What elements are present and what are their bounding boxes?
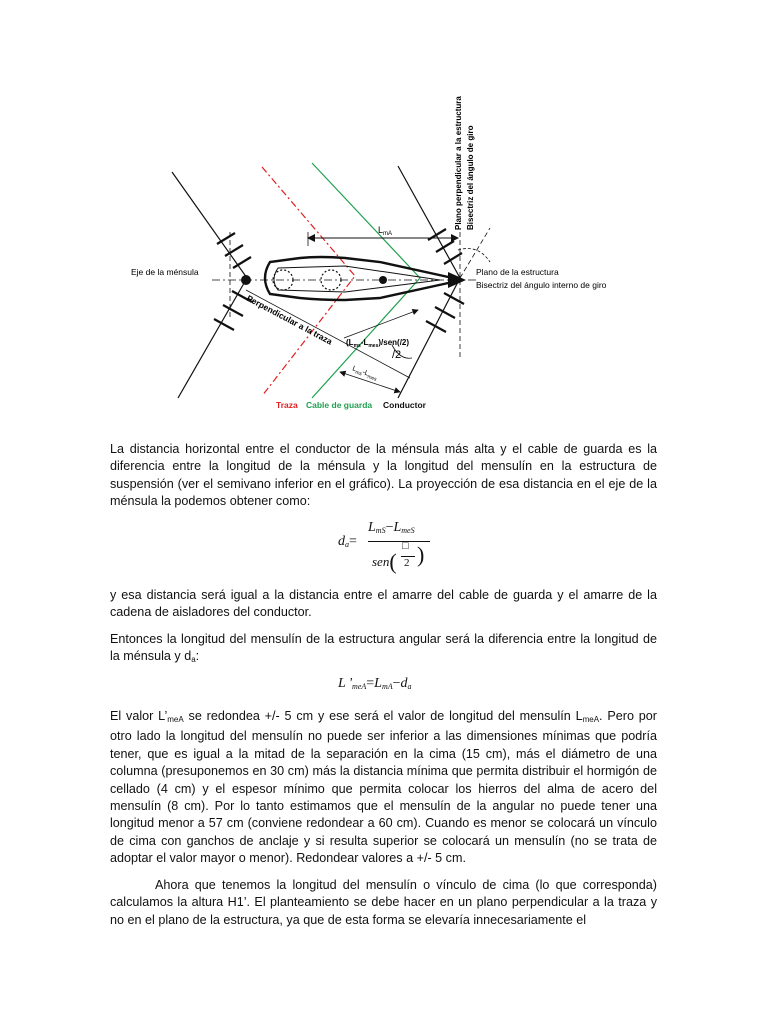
eq1-den-frac-num: □ (402, 540, 409, 552)
angle-label: /2 (392, 349, 402, 361)
hatch-left-lower (214, 291, 252, 330)
bisector-rotation-label: Bisectriz del ángulo de giro (466, 125, 475, 230)
legend-conductor: Conductor (383, 400, 426, 410)
eq1-lhs: $d_a=$ (338, 534, 357, 549)
structure-line-left-upper (172, 172, 247, 278)
equation-lmea: L '$_{meA}=L_{mA}-d_a$ (338, 676, 412, 691)
conductor-point (379, 276, 387, 284)
perpendicular-traza-label: Perpendicular a la traza (245, 292, 335, 347)
paragraph-2: y esa distancia será igual a la distancia entre el amarre del cable de guarda y el amarre de la cadena de aisladores del conductor. (110, 588, 657, 620)
plano-estructura-label: Plano de la estructura (476, 267, 559, 277)
cable-guarda-line (312, 163, 420, 398)
eje-mensula-label: Eje de la ménsula (131, 267, 199, 277)
left-attach-point (241, 275, 251, 285)
eq1-numerator: $L_{mS}-L_{meS}$ (368, 520, 415, 535)
lma-label: $L_{mA}$ (378, 225, 393, 237)
eq1-den-frac-den: 2 (404, 557, 410, 569)
plane-perpendicular-label: Plano perpendicular a la estructura (454, 96, 463, 230)
bisectriz-interno-label: Bisectriz del ángulo interno de giro (476, 280, 607, 290)
legend-cable-guarda: Cable de guarda (306, 400, 373, 410)
hatch-right-upper (428, 229, 462, 264)
legend-traza: Traza (276, 400, 298, 410)
paragraph-1: La distancia horizontal entre el conductor de la ménsula más alta y el cable de guarda es la diferencia entre la longitud de la ménsula y la longitud del mensulín en la estructura de suspensión (ver el semivano inferior en el gráfico). La proyección de esa distancia en el eje de la ménsula la podemos obtener como: (110, 442, 657, 509)
structure-line-left-lower (178, 278, 247, 398)
lms-lmes-label: $L_{ms}-L_{mes}$ (351, 365, 378, 383)
paragraph-3: Entonces la longitud del mensulín de la estructura angular será la diferencia entre la longitud de la ménsula y $d_a$: (110, 632, 657, 665)
paragraph-4: El valor $L’_{meA}$ se redondea +/- 5 cm y ese será el valor de longitud del mensulín $L_{meA}$. Pero por otro lado la longitud del mensulín no puede ser inferior a las dimensiones mínimas que podría tener, que es igual a la mitad de la separación en la cima (15 cm), más el diámetro de una columna (presuponemos en 30 cm) más la distancia mínima que permita distribuir el hormigón de cellado (4 cm) y el espesor mínimo que permita colocar los hierros del alma de acero del mensulín (8 cm). Por lo tanto estimamos que el mensulín de la angular no puede tener una longitud menor a 57 cm (conviene redondear a 60 cm). Cuando es menor se colocará un vínculo de cima con ganchos de anclaje y si resulta superior se colocará un mensulín (no se trata de adoptar el valor mayor o menor). Redondear valores a +/- 5 cm. (110, 709, 657, 866)
hatch-left-upper (217, 233, 251, 268)
structure-line-right-upper (398, 166, 460, 278)
formula-dimension (344, 310, 418, 338)
paragraph-5: Ahora que tenemos la longitud del mensulín o vínculo de cima (lo que corresponda) calculamos la altura H1’. El planteamiento se debe hacer en un plano perpendicular a la traza y no en el plano de la estructura, ya que de esta forma se elevaría innecesariamente el (110, 878, 657, 927)
equation-da: $d_a=$ $L_{mS}-L_{meS}$ sen( □ 2 ) (338, 520, 448, 580)
hatch-right-lower (426, 293, 464, 332)
eq1-denominator: sen( (372, 549, 397, 574)
mensula-diagram (0, 0, 768, 420)
tip-triangle (448, 272, 466, 288)
formula-label: $(L_{ms}-L_{mes})/sen(/2)$ (346, 338, 410, 349)
